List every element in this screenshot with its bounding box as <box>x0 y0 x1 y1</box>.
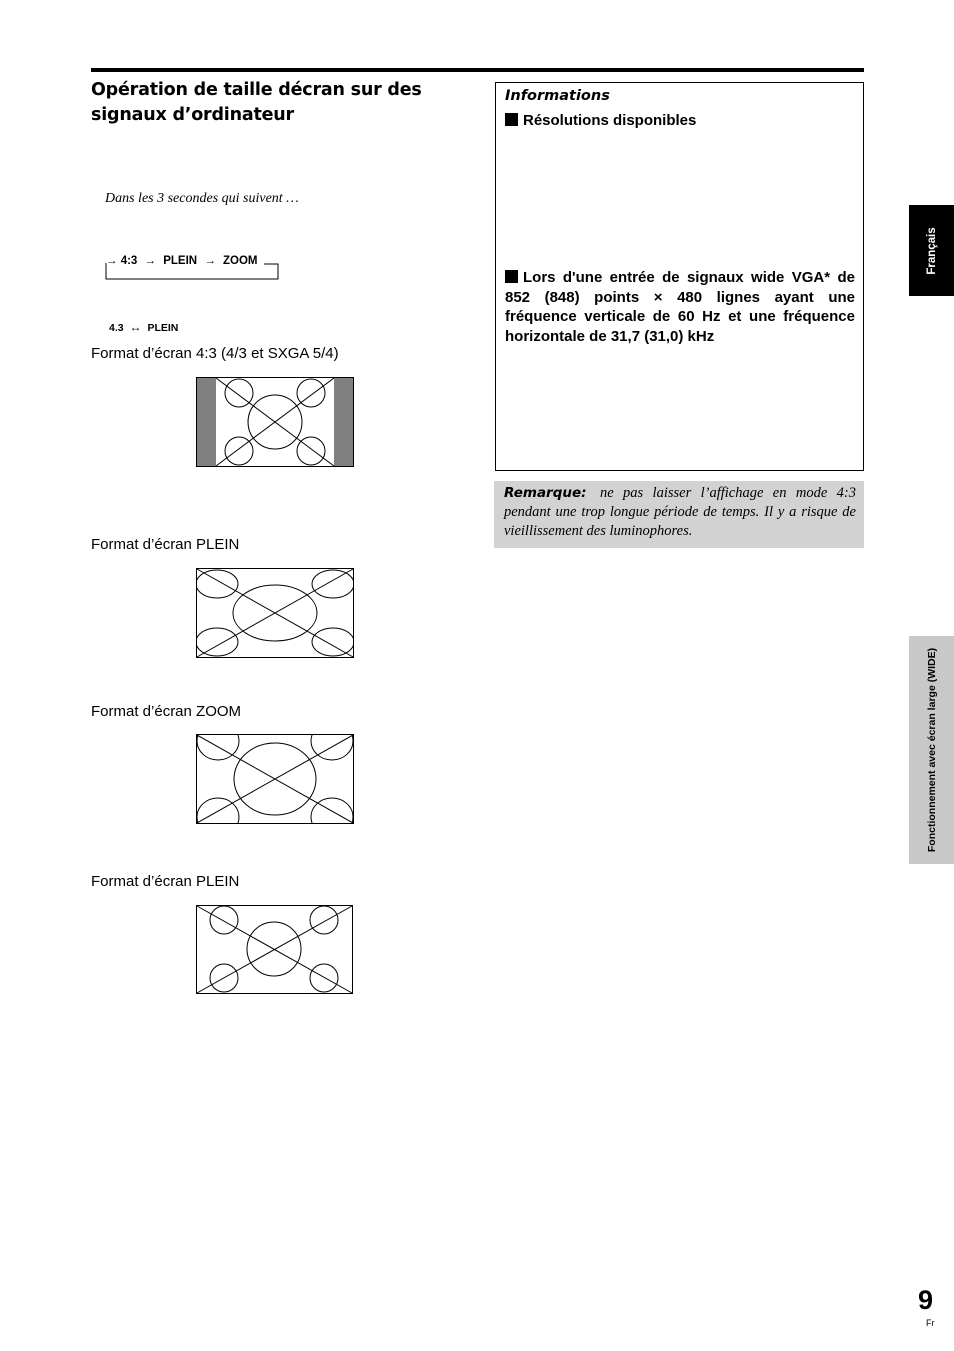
info-item-wide-vga-text: Lors d'une entrée de signaux wide VGA* de 852 (848) points × 480 lignes ayant une fréquence verticale de 60 Hz et une fréquence horizontale de 31,7 (31,0) kHz <box>505 269 855 345</box>
cycle-sequence <box>104 254 280 282</box>
intro-text: Dans les 3 secondes qui suivent … <box>105 191 299 206</box>
format-label-plein-2: Format d’écran PLEIN <box>91 873 240 890</box>
cycle-item-plein: PLEIN <box>163 255 198 267</box>
note-label: Remarque: <box>504 485 587 501</box>
page-number: 9 <box>918 1285 934 1315</box>
info-item-resolutions-text: Résolutions disponibles <box>523 112 697 129</box>
toggle-item-plein: PLEIN <box>147 322 179 334</box>
format-diagram-plein-2 <box>196 905 353 994</box>
square-bullet-icon <box>505 270 518 283</box>
cycle-item-43: 4:3 <box>120 255 138 267</box>
section-title <box>91 78 471 128</box>
toggle-item-43: 4.3 <box>109 322 124 334</box>
informations-heading: Informations <box>505 88 610 104</box>
page-lang-code: Fr <box>926 1318 935 1328</box>
info-item-wide-vga <box>505 268 855 346</box>
cycle-sequence-text <box>106 255 258 267</box>
cycle-arrow-1: → <box>144 255 157 267</box>
side-tab-chapter-text: Fonctionnement avec écran large (WIDE) <box>925 647 938 853</box>
cycle-arrow-0: → <box>106 255 118 267</box>
toggle-arrow: ↔ <box>129 320 142 334</box>
sidebar-left <box>197 378 216 466</box>
section-title-line2: signaux d’ordinateur <box>91 105 294 125</box>
sidebar-right <box>334 378 353 466</box>
note-text-block <box>504 484 856 541</box>
cycle-item-zoom: ZOOM <box>223 255 258 267</box>
side-tab-chapter <box>909 636 954 864</box>
format-label-plein: Format d’écran PLEIN <box>91 536 240 553</box>
toggle-sequence <box>109 320 178 334</box>
cycle-arrow-2: → <box>204 255 216 267</box>
format-label-43: Format d’écran 4:3 (4/3 et SXGA 5/4) <box>91 345 339 362</box>
side-tab-language-text: Français <box>925 226 938 275</box>
format-diagram-43 <box>196 377 354 467</box>
section-title-line1: Opération de taille décran sur des <box>91 80 422 100</box>
note-text: ne pas laisser l’affichage en mode 4:3 pendant une trop longue période de temps. Il y a risque de vieillissement des luminophores. <box>504 485 856 539</box>
format-label-zoom: Format d’écran ZOOM <box>91 703 242 720</box>
info-item-resolutions <box>505 111 857 131</box>
top-rule <box>91 68 864 72</box>
square-bullet-icon <box>505 113 518 126</box>
format-diagram-plein <box>196 568 354 658</box>
side-tab-language <box>909 205 954 296</box>
format-diagram-zoom <box>196 734 354 824</box>
